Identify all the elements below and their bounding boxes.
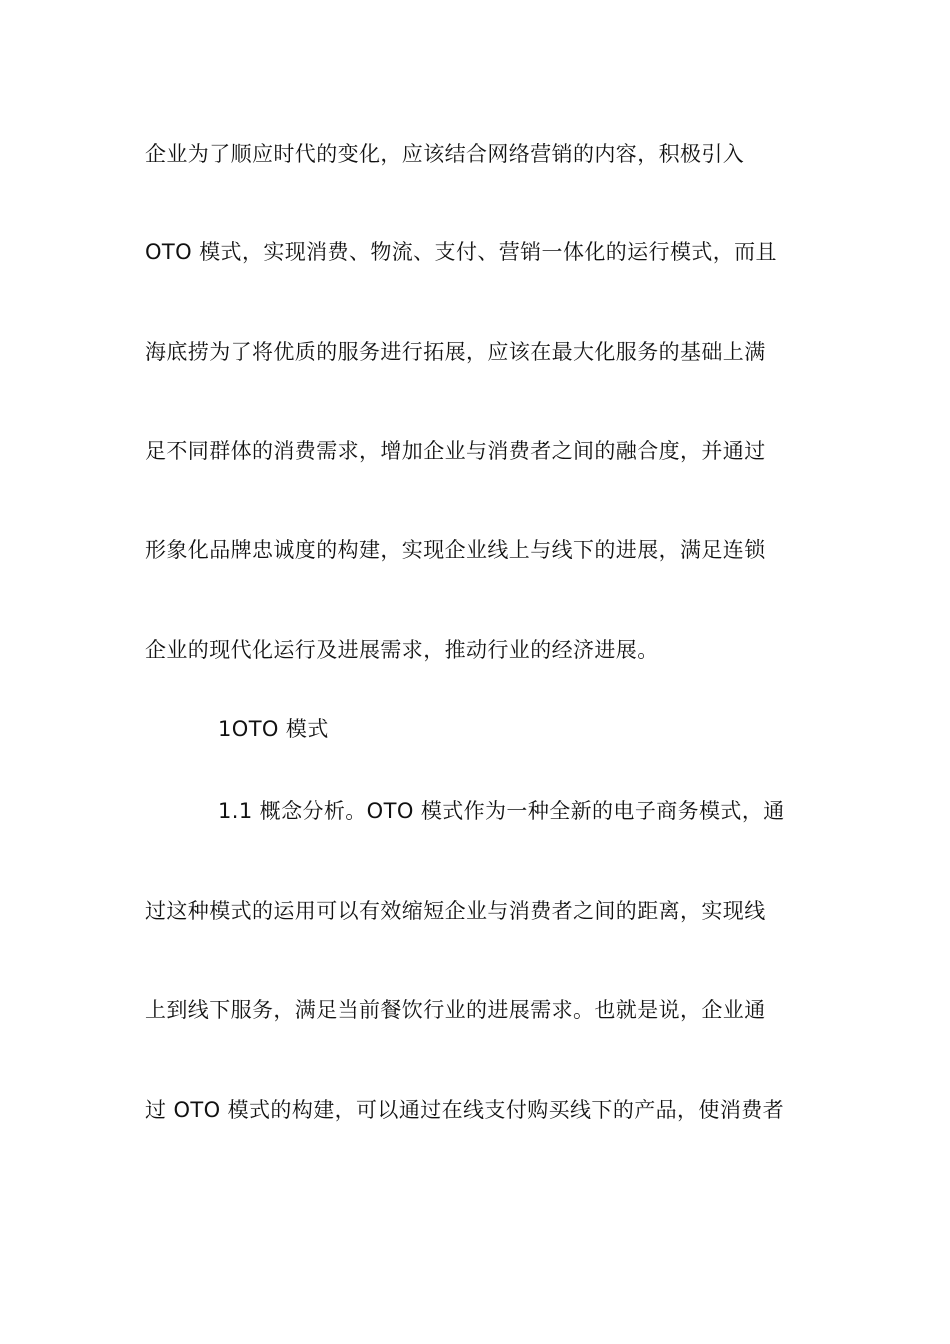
body-text-line: 1.1 概念分析。OTO 模式作为一种全新的电子商务模式，通 xyxy=(218,799,785,823)
body-text-line: 海底捞为了将优质的服务进行拓展，应该在最大化服务的基础上满 xyxy=(145,340,766,364)
body-text-line: 过这种模式的运用可以有效缩短企业与消费者之间的距离，实现线 xyxy=(145,899,766,923)
body-text-line: 上到线下服务，满足当前餐饮行业的进展需求。也就是说，企业通 xyxy=(145,998,766,1022)
body-text-line: 过 OTO 模式的构建，可以通过在线支付购买线下的产品，使消费者 xyxy=(145,1098,785,1122)
body-text-line: 形象化品牌忠诚度的构建，实现企业线上与线下的进展，满足连锁 xyxy=(145,538,766,562)
section-heading: 1OTO 模式 xyxy=(218,717,329,741)
body-text-line: 企业的现代化运行及进展需求，推动行业的经济进展。 xyxy=(145,638,659,662)
body-text-line: 足不同群体的消费需求，增加企业与消费者之间的融合度，并通过 xyxy=(145,439,766,463)
body-text-line: OTO 模式，实现消费、物流、支付、营销一体化的运行模式，而且 xyxy=(145,240,777,264)
body-text-line: 企业为了顺应时代的变化，应该结合网络营销的内容，积极引入 xyxy=(145,142,745,166)
